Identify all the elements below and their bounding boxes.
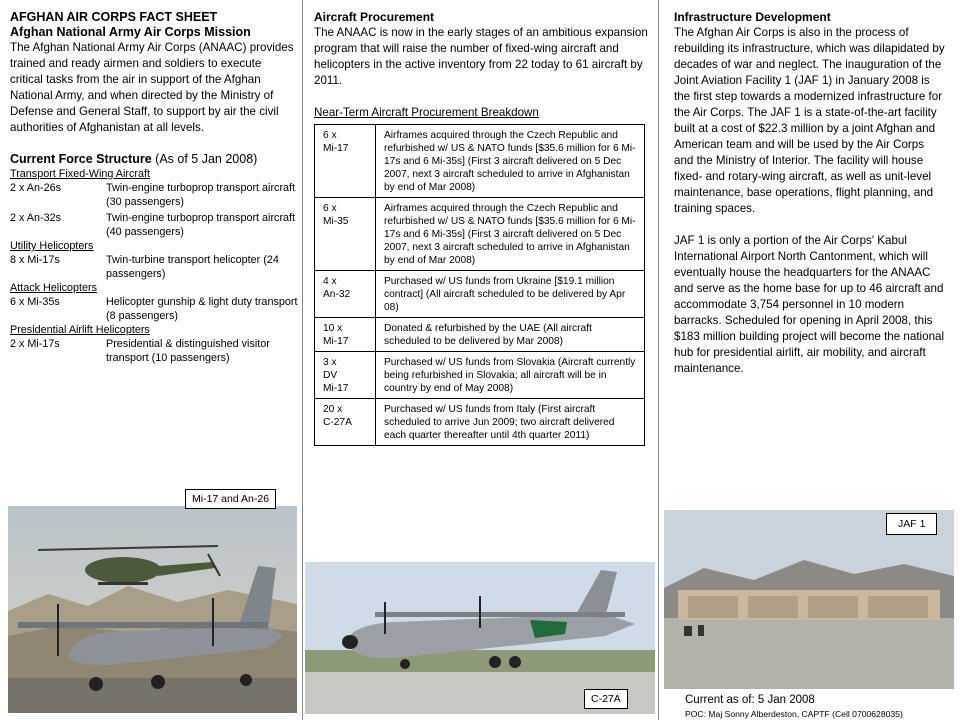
force-group [10,323,302,365]
photo-label-mi17-an26: Mi-17 and An-26 [185,489,276,509]
qty-type: Mi-35 [323,216,349,227]
force-group [10,281,302,323]
desc-cell: Airframes acquired through the Czech Republic and refurbished w/ US & NATO funds [$35.6 million for 6 Mi-17s and 6 Mi-35s] (First 3 aircraft delivered on 5 Dec 2007, next 3 aircraft scheduled to arrive in Afghanistan by end of Mar 2008) [376,125,645,198]
qty-cell [315,271,376,318]
current-as-of: Current as of: 5 Jan 2008 [685,694,815,706]
group-title: Utility Helicopters [10,240,94,252]
force-qty: 8 x Mi-17s [10,254,60,266]
qty-count: 3 x [323,357,337,368]
qty-cell [315,125,376,198]
force-qty: 2 x An-26s [10,182,62,194]
qty-count: 6 x [323,130,337,141]
force-desc: Twin-engine turboprop transport aircraft (40 passengers) [106,212,296,238]
procurement-intro: The ANAAC is now in the early stages of an ambitious expansion program that will raise the number of fixed-wing aircraft and helicopters in the active inventory from 22 today to 61 aircraft by 2011. [314,26,648,87]
procurement-table [314,124,645,446]
force-qty: 2 x Mi-17s [10,338,60,350]
qty-type: Mi-17 [323,336,349,347]
table-row [315,271,645,318]
force-desc: Twin-engine turboprop transport aircraft (30 passengers) [106,182,296,208]
mission-heading: Afghan National Army Air Corps Mission [10,25,251,39]
desc-cell: Purchased w/ US funds from Italy (First aircraft scheduled to arrive Jun 2009; two aircraft delivered each quarter thereafter until 4th quarter 2011) [376,399,645,446]
qty-type: C-27A [323,417,352,428]
qty-count: 6 x [323,203,337,214]
force-row [10,295,302,323]
force-desc: Presidential & distinguished visitor transport (10 passengers) [106,338,270,364]
hangar-building-shape [678,590,940,620]
force-group [10,167,302,239]
force-row [10,211,302,239]
qty-variant: DV [323,370,338,381]
qty-cell [315,318,376,352]
desc-cell: Donated & refurbished by the UAE (All aircraft scheduled to be delivered by Mar 2008) [376,318,645,352]
qty-count: 20 x [323,404,343,415]
force-desc: Helicopter gunship & light duty transport (8 passengers) [106,296,298,322]
desc-cell: Purchased w/ US funds from Slovakia (Aircraft currently being refurbished in Slovakia; all aircraft will be in country by end of May 2008) [376,352,645,399]
qty-count: 4 x [323,276,337,287]
qty-count: 10 x [323,323,343,334]
qty-type: Mi-17 [323,383,349,394]
force-qty: 6 x Mi-35s [10,296,60,308]
force-row [10,181,302,209]
table-row [315,125,645,198]
procurement-table-caption: Near-Term Aircraft Procurement Breakdown [314,106,539,119]
poc-contact: POC: Maj Sonny Alberdeston, CAPTF (Cell 0700628035) [685,709,903,719]
force-structure-date: (As of 5 Jan 2008) [151,152,258,166]
qty-cell [315,352,376,399]
photo-label-c27a: C-27A [584,689,628,709]
table-row [315,318,645,352]
force-row [10,337,302,365]
force-structure-title: Current Force Structure [10,152,152,166]
procurement-heading: Aircraft Procurement [314,10,435,24]
desc-cell: Purchased w/ US funds from Ukraine [$19.1 million contract] (All aircraft scheduled to be delivered by Apr 08) [376,271,645,318]
fact-sheet-title: AFGHAN AIR CORPS FACT SHEET [10,10,218,24]
infrastructure-para-2: JAF 1 is only a portion of the Air Corps' Kabul International Airport North Cantonment, which will eventually house the headquarters for the ANAAC and serve as the home base for up to 46 aircraft and accommodate 3,754 personnel in 10 modern barracks. Scheduled for opening in April 2008, this $183 million building project will become the national hub for presidential airlift, air mobility, and aircraft maintenance. [674,234,945,375]
group-title: Transport Fixed-Wing Aircraft [10,168,150,180]
qty-cell [315,198,376,271]
photo-label-jaf1: JAF 1 [886,513,937,535]
mi17-an26-photo [8,506,297,713]
mi17-an26-illustration [8,506,297,713]
qty-type: An-32 [323,289,351,300]
table-row [315,352,645,399]
desc-cell: Airframes acquired through the Czech Republic and refurbished w/ US & NATO funds [$35.6 million for 6 Mi-17s and 6 Mi-35s] (First 3 aircraft delivered on 5 Dec 2007, next 3 aircraft scheduled to arrive in Afghanistan by end of Mar 2008) [376,198,645,271]
force-qty: 2 x An-32s [10,212,62,224]
force-group [10,239,302,281]
qty-type: Mi-17 [323,143,349,154]
group-title: Presidential Airlift Helicopters [10,324,150,336]
force-desc: Twin-turbine transport helicopter (24 passengers) [106,254,279,280]
jaf1-photo [664,510,954,689]
group-title: Attack Helicopters [10,282,98,294]
force-structure-heading [10,152,302,167]
infrastructure-heading: Infrastructure Development [674,10,831,24]
infrastructure-para-1: The Afghan Air Corps is also in the process of rebuilding its infrastructure, which was dilapidated by decades of war and neglect. The inauguration of the Joint Aviation Facility 1 (JAF 1) in January 2008 is the first step towards a modernized infrastructure for the Air Corps. The JAF 1 is a state-of-the-art facility built at a cost of $22.3 million by a joint Afghan and American team and will be used by the Air Corps and the Ministry of Interior. The facility will house fixed- and rotary-wing aircraft, as well as unit-level maintenance, base operations, flight planning, and training spaces. [674,26,945,215]
force-row [10,253,302,281]
qty-cell [315,399,376,446]
mission-text: The Afghan National Army Air Corps (ANAAC) provides trained and ready airmen and soldiers to execute critical tasks from the air in support of the Afghan National Army, and when directed by the Ministry of Defense and General Staff, to support by air the civil authorities of Afghanistan at all levels. [10,41,294,134]
table-row [315,399,645,446]
jaf1-illustration [664,510,954,689]
table-row [315,198,645,271]
